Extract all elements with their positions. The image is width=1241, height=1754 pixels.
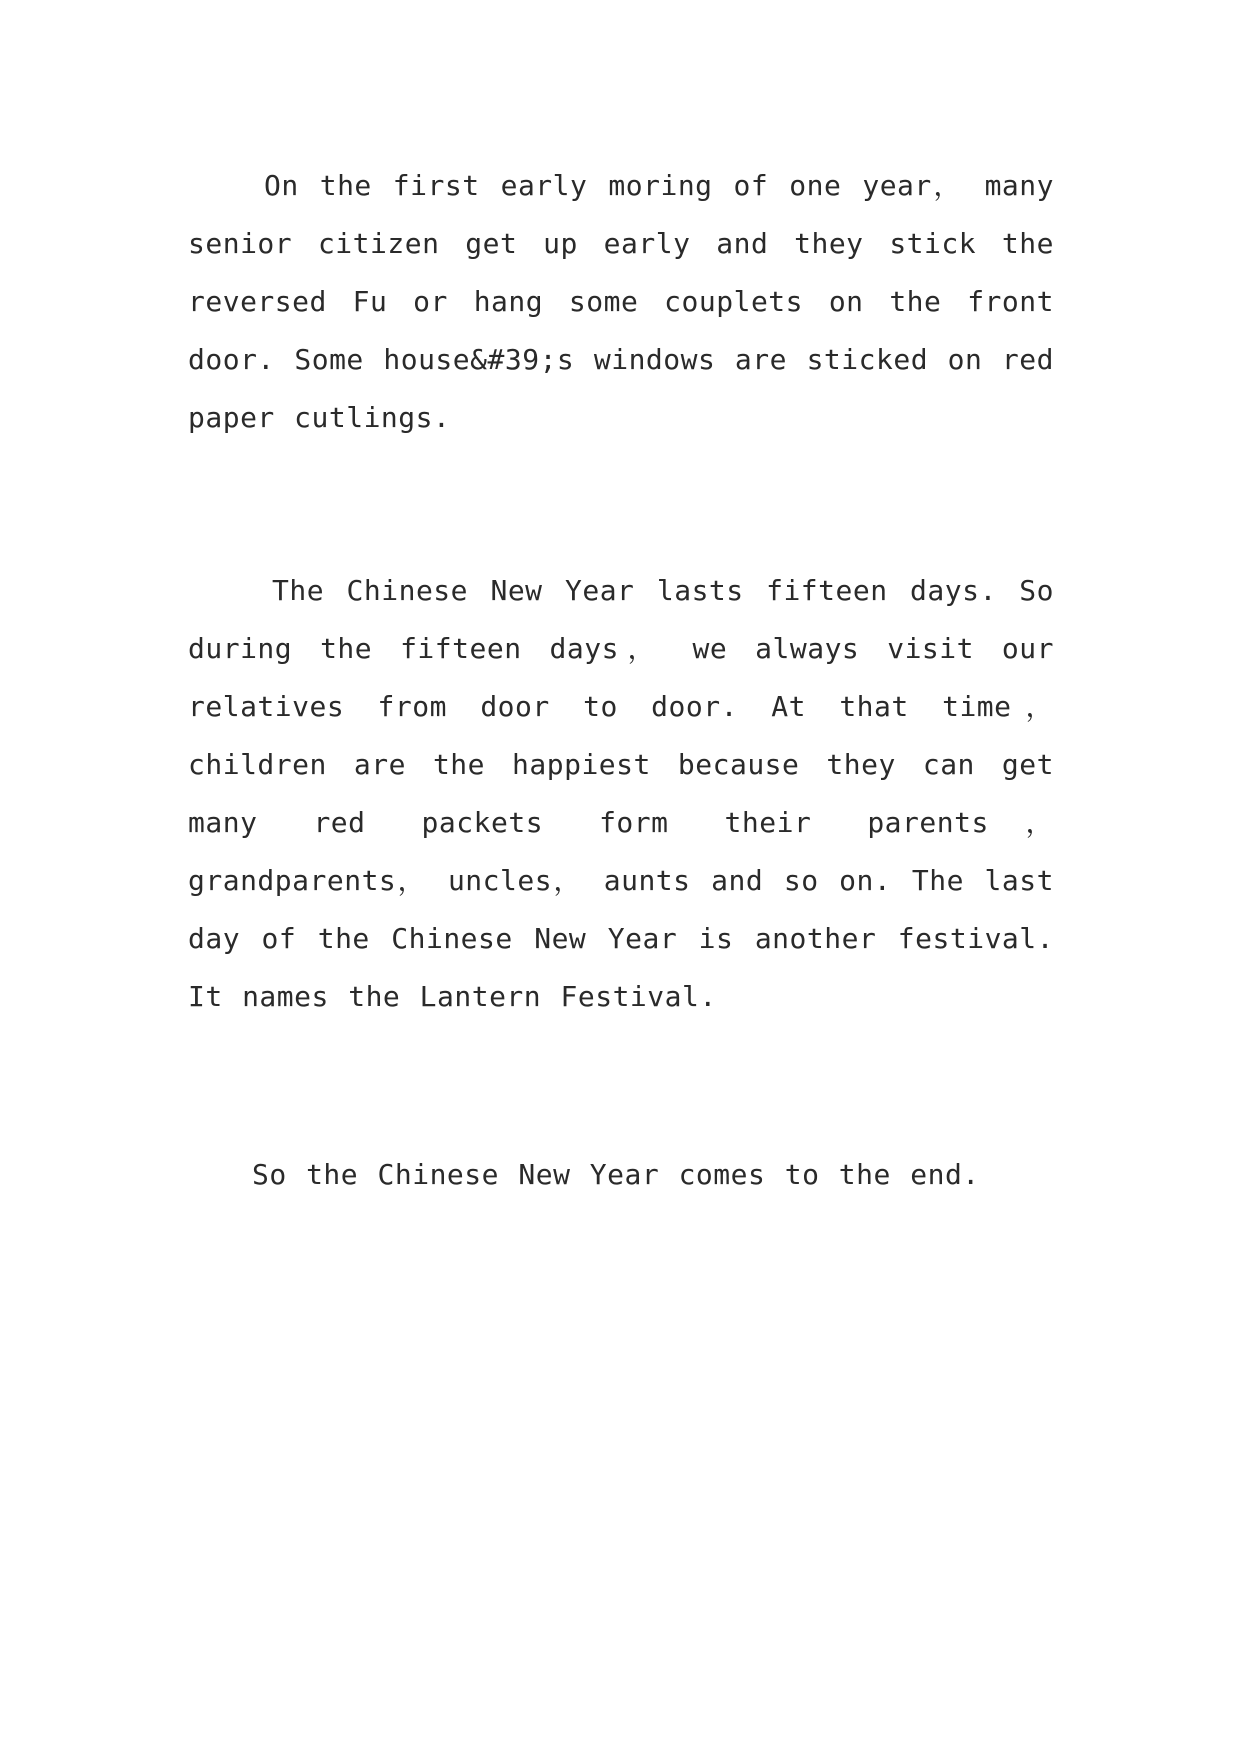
paragraph-fifteen-days: The Chinese New Year lasts fifteen days. So during the fifteen days， we always visit our relatives from door to door. At that time， children are the happiest because they can get many red packets form their parents， grandparents， uncles， aunts and so on. The last day of the Chinese New Year is another festival. It names the Lantern Festival.	[188, 574, 1054, 1013]
paragraph-first-morning: On the first early moring of one year， many senior citizen get up early and they stick the reversed Fu or hang some couplets on the front door. Some house&#39;s windows are sticked on red paper cutlings.	[188, 169, 1054, 434]
paragraph-end: So the Chinese New Year comes to the end.	[252, 1158, 980, 1191]
